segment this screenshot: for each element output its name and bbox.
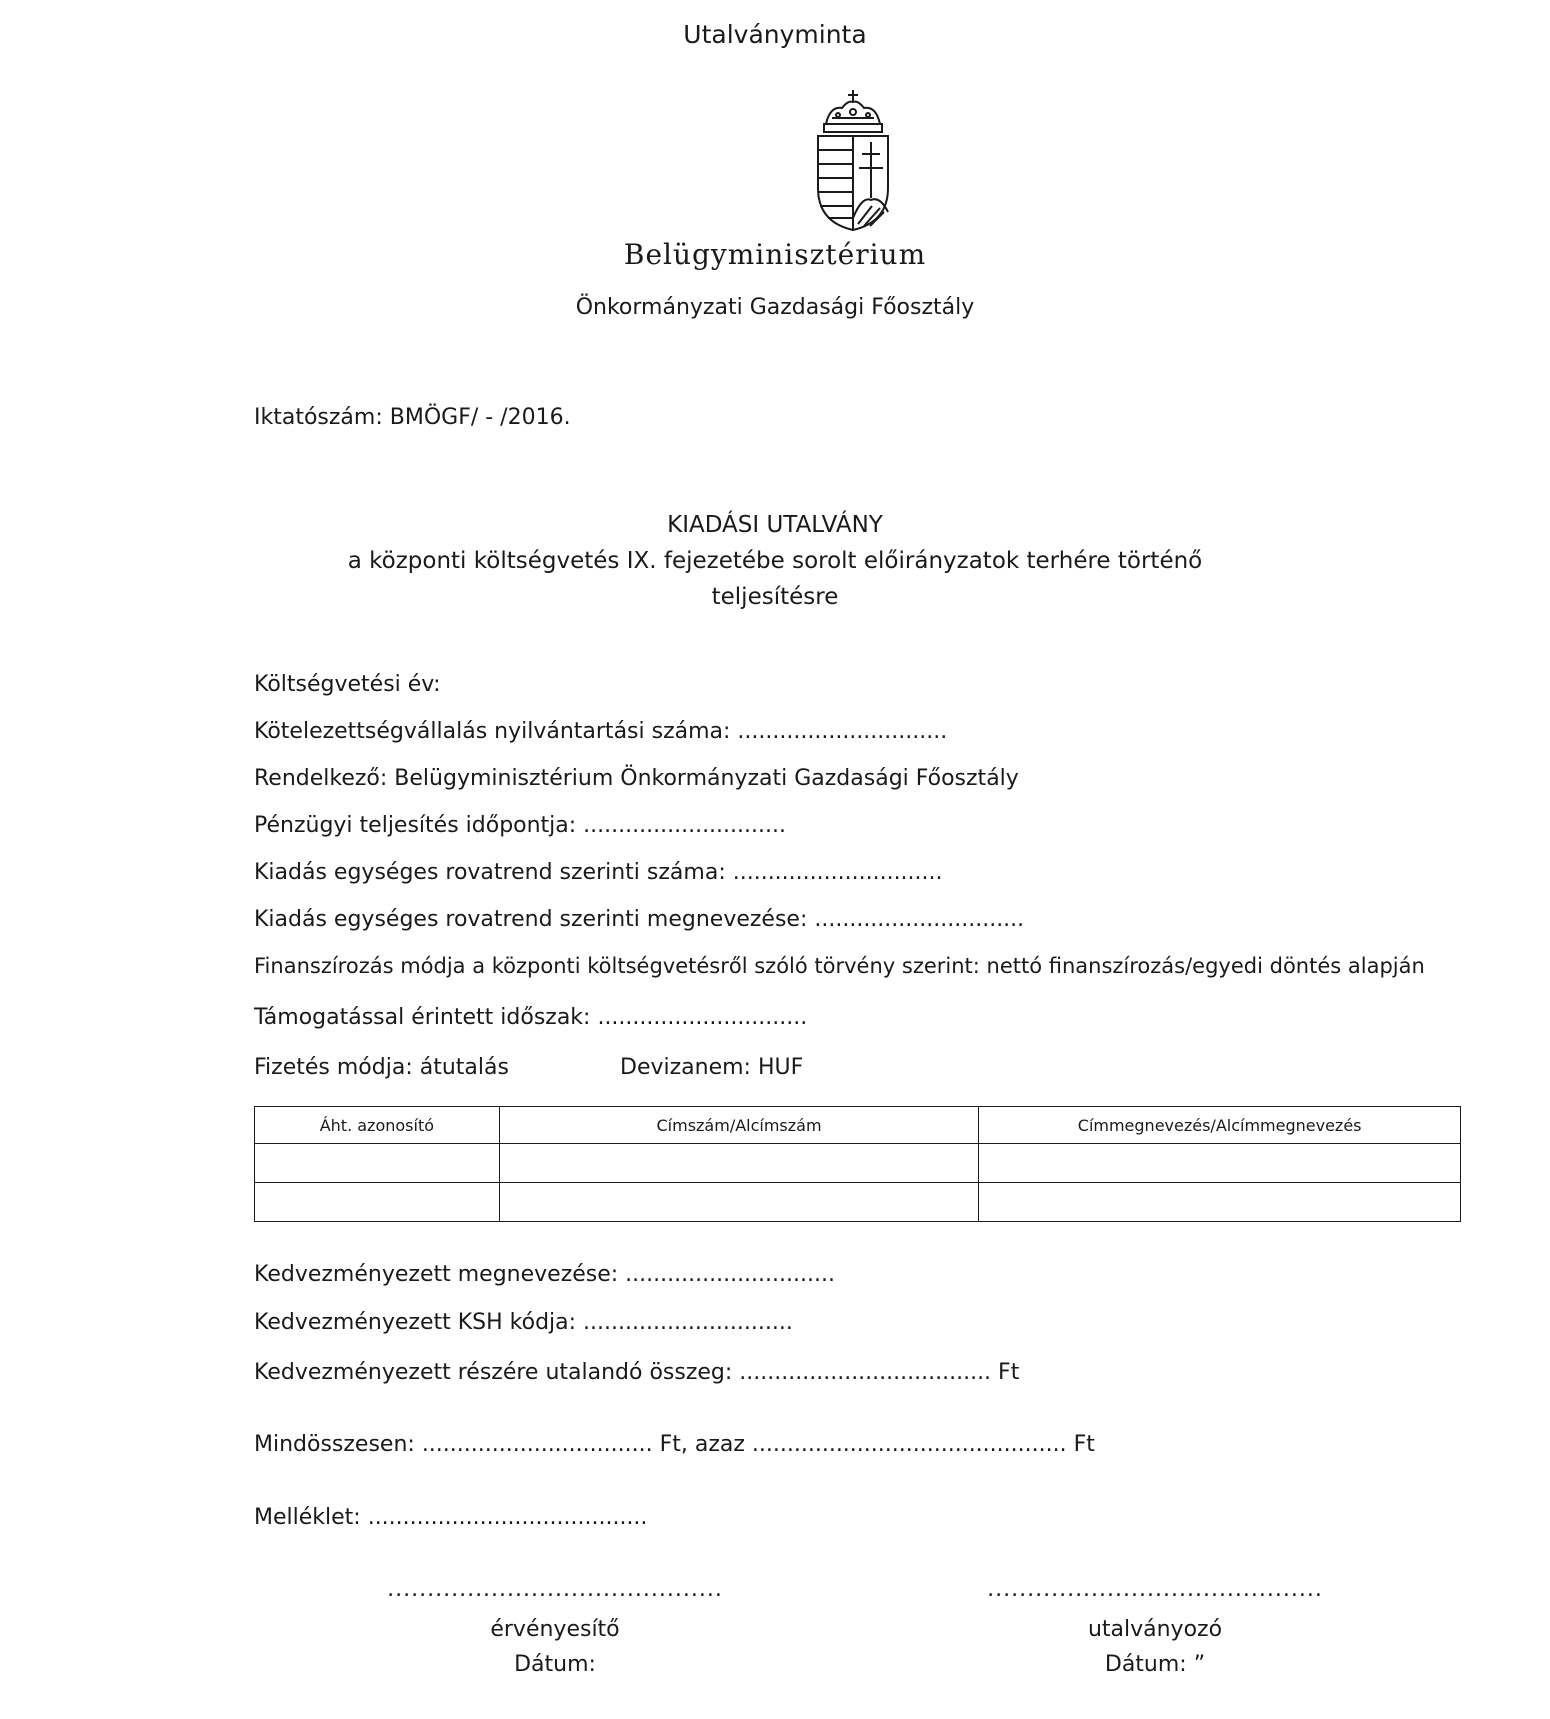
table-row	[255, 1144, 1461, 1183]
signature-line-right: ..........................................	[987, 1577, 1323, 1602]
table-cell	[255, 1183, 500, 1222]
table-row	[255, 1183, 1461, 1222]
column-header-aht-id: Áht. azonosító	[255, 1107, 500, 1144]
beneficiary-amount-field: Kedvezményezett részére utalandó összeg: .................................... Ft	[254, 1360, 1020, 1385]
department-name: Önkormányzati Gazdasági Főosztály	[575, 295, 975, 320]
signature-role-left: érvényesítő	[490, 1617, 620, 1642]
table-cell	[979, 1183, 1461, 1222]
table-cell	[255, 1144, 500, 1183]
expense-name-field: Kiadás egységes rovatrend szerinti megnevezése: ..............................	[254, 907, 1025, 932]
column-header-title-number: Címszám/Alcímszám	[499, 1107, 979, 1144]
signature-role-right: utalványozó	[1087, 1617, 1223, 1642]
signature-date-right: Dátum: ”	[1104, 1652, 1206, 1677]
signature-line-left: ..........................................	[387, 1577, 723, 1602]
filing-number: Iktatószám: BMÖGF/ - /2016.	[254, 405, 571, 430]
table-cell	[499, 1144, 979, 1183]
payment-method-field: Fizetés módja: átutalás	[254, 1055, 509, 1080]
total-amount-field: Mindösszesen: ................................. Ft, azaz ............................................. Ft	[254, 1432, 1095, 1457]
signature-date-left: Dátum:	[514, 1652, 596, 1677]
ministry-name: Belügyminisztérium	[623, 238, 927, 271]
table-cell	[979, 1144, 1461, 1183]
support-period-field: Támogatással érintett időszak: ..............................	[254, 1005, 808, 1030]
column-header-title-name: Címmegnevezés/Alcímmegnevezés	[979, 1107, 1461, 1144]
expense-code-field: Kiadás egységes rovatrend szerinti száma: ..............................	[254, 860, 943, 885]
disposer-field: Rendelkező: Belügyminisztérium Önkormányzati Gazdasági Főosztály	[254, 766, 1019, 791]
document-subtitle: a központi költségvetés IX. fejezetébe sorolt előirányzatok terhére történő	[347, 548, 1203, 574]
financing-method-field: Finanszírozás módja a központi költségvetésről szóló törvény szerint: nettó finanszírozás/egyedi döntés alapján	[254, 954, 1425, 978]
beneficiary-ksh-field: Kedvezményezett KSH kódja: ..............................	[254, 1310, 793, 1335]
payment-date-field: Pénzügyi teljesítés időpontja: .............................	[254, 813, 786, 838]
coat-of-arms-icon	[812, 88, 894, 232]
attachment-field: Melléklet: ........................................	[254, 1505, 648, 1530]
document-label: Utalványminta	[683, 20, 867, 49]
beneficiary-name-field: Kedvezményezett megnevezése: ..............................	[254, 1262, 835, 1287]
budget-year-field: Költségvetési év:	[254, 672, 441, 697]
document-title: KIADÁSI UTALVÁNY	[667, 512, 883, 538]
commitment-number-field: Kötelezettségvállalás nyilvántartási száma: ..............................	[254, 719, 948, 744]
table-cell	[499, 1183, 979, 1222]
currency-field: Devizanem: HUF	[620, 1055, 804, 1080]
table-header-row	[255, 1107, 1461, 1144]
document-subtitle-cont: teljesítésre	[711, 584, 839, 610]
budget-line-table	[254, 1106, 1461, 1222]
